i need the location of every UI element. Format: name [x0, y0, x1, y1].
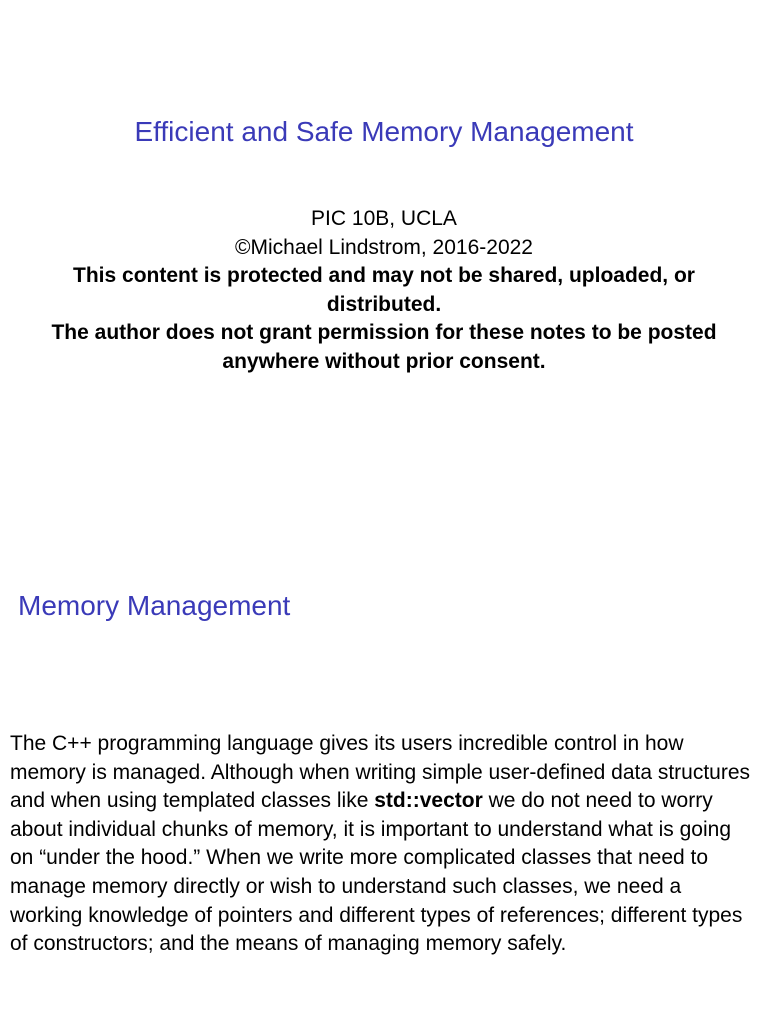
paragraph-text-start: The C++ programming language gives its users incredible control in how memory is managed. Although when writing simple user-defined data structures and when using templated classes like: [10, 732, 751, 813]
copyright-line: ©Michael Lindstrom, 2016-2022: [235, 235, 533, 259]
body-paragraph: [10, 730, 758, 959]
section-heading: Memory Management: [18, 590, 291, 621]
paragraph-text-end: we do not need to worry about individual chunks of memory, it is important to understand what is going on “under the hood.” When we write more complicated classes that need to manage memory directly or wish to understand such classes, we need a working knowledge of pointers and different types of references; different types of constructors; and the means of managing memory safely.: [10, 789, 743, 956]
slide-title: Efficient and Safe Memory Management: [134, 116, 634, 147]
protection-notice: This content is protected and may not be shared, uploaded, or distributed.: [73, 264, 695, 316]
code-term-std-vector: std::vector: [374, 789, 483, 813]
permission-notice: The author does not grant permission for these notes to be posted anywhere without prior consent.: [51, 321, 717, 373]
title-meta-block: [20, 205, 748, 376]
course-label: PIC 10B, UCLA: [311, 207, 457, 230]
